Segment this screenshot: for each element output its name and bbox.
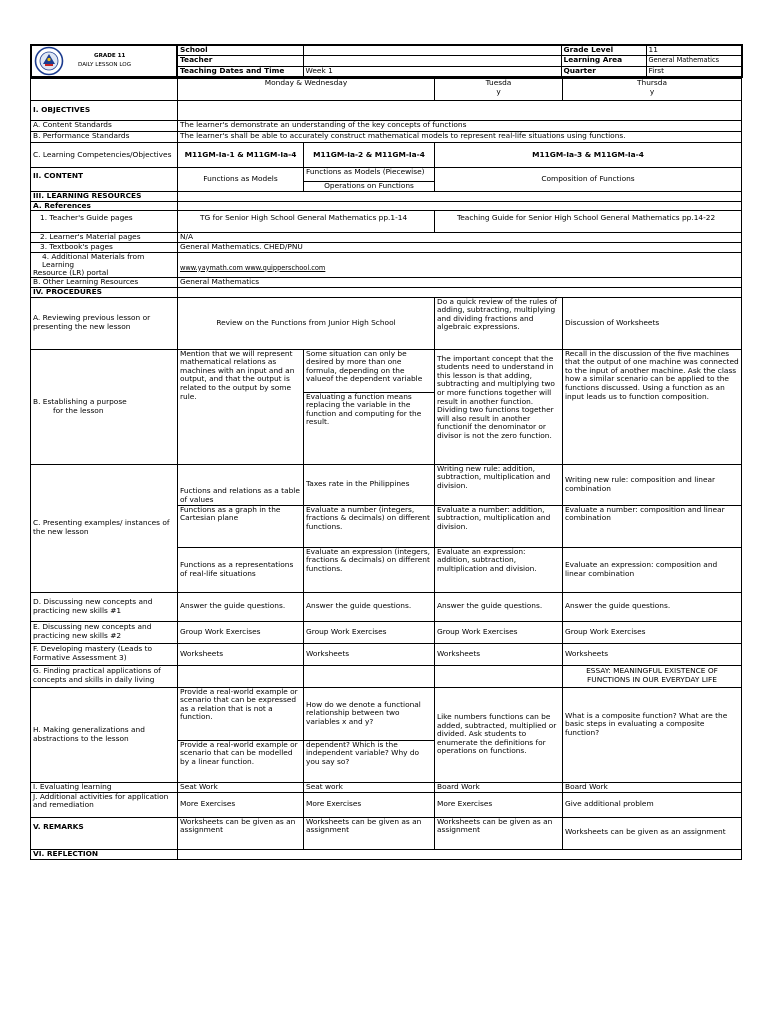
proc-c-r2-4: Evaluate a number: composition and linear combination	[563, 505, 742, 547]
grade-label: GRADE 11	[94, 53, 126, 59]
remarks-4: Worksheets can be given as an assignment	[563, 817, 742, 849]
deped-seal-icon	[34, 46, 64, 76]
learning-area-value: General Mathematics	[646, 56, 742, 67]
proc-f-4: Worksheets	[563, 643, 742, 665]
resources-blank	[178, 192, 742, 202]
proc-f-3: Worksheets	[435, 643, 563, 665]
procedures-title: IV. PROCEDURES	[31, 287, 178, 297]
proc-h-2b: dependent? Which is the independent variable? Why do you say so?	[304, 740, 435, 782]
school-label: School	[177, 45, 303, 56]
school-logo-cell	[31, 45, 177, 77]
teachers-guide-b: Teaching Guide for Senior High School General Mathematics pp.14-22	[435, 211, 742, 233]
proc-f-2: Worksheets	[304, 643, 435, 665]
competency-1: M11GM-Ia-1 & M11GM-Ia-4	[178, 143, 304, 168]
proc-c-r1-2: Taxes rate in the Philippines	[304, 464, 435, 505]
proc-c-r2-1: Functions as a graph in the Cartesian plane	[178, 505, 304, 547]
proc-b-2a: Some situation can only be desired by more than one formula, depending on the valueof the dependent variable	[304, 349, 435, 392]
competency-3: M11GM-Ia-3 & M11GM-Ia-4	[435, 143, 742, 168]
grade-level-value: 11	[646, 45, 742, 56]
teachers-guide-a: TG for Senior High School General Mathematics pp.1-14	[178, 211, 435, 233]
proc-c-label: C. Presenting examples/ instances of the new lesson	[31, 464, 178, 592]
teachers-guide-label: 1. Teacher's Guide pages	[31, 211, 178, 233]
content-standards-text: The learner's demonstrate an understanding of the key concepts of functions	[178, 121, 742, 132]
proc-b-3: The important concept that the students need to understand in this lesson is that adding, subtracting and multiplying two or more functions together will result in another function. Dividing two functions together will also result in another functionif the denominator or divisor is not the zero function.	[435, 349, 563, 464]
lesson-table	[30, 78, 742, 860]
proc-h-4: What is a composite function? What are the basic steps in evaluating a composite function?	[563, 687, 742, 782]
reflection-title: VI. REFLECTION	[31, 849, 178, 859]
proc-c-r3-2: Evaluate an expression (integers, fractions & decimals) on different functions.	[304, 547, 435, 592]
textbook-label: 3. Textbook's pages	[31, 243, 178, 253]
proc-c-r3-1: Functions as a representations of real-life situations	[178, 547, 304, 592]
proc-b-label-a: B. Establishing a purpose	[33, 396, 127, 406]
references-label: A. References	[31, 201, 178, 211]
objectives-title: I. OBJECTIVES	[31, 101, 178, 121]
references-blank	[178, 201, 742, 211]
header-table	[30, 44, 743, 78]
competencies-label: C. Learning Competencies/Objectives	[31, 143, 178, 168]
performance-standards-text: The learner's shall be able to accurately construct mathematical models to represent real-life situations using functions.	[178, 132, 742, 143]
proc-f-1: Worksheets	[178, 643, 304, 665]
proc-b-2b: Evaluating a function means replacing the variable in the function and computing for the result.	[304, 392, 435, 464]
proc-j-label: J. Additional activities for application and remediation	[31, 792, 178, 817]
proc-j-1: More Exercises	[178, 792, 304, 817]
proc-g-1	[178, 665, 304, 687]
resources-title: III. LEARNING RESOURCES	[31, 192, 178, 202]
lr-portal-cell	[178, 253, 742, 277]
day-corner-cell	[31, 79, 178, 101]
learners-material-label: 2. Learner's Material pages	[31, 233, 178, 243]
competency-2: M11GM-Ia-2 & M11GM-Ia-4	[304, 143, 435, 168]
proc-j-3: More Exercises	[435, 792, 563, 817]
proc-e-3: Group Work Exercises	[435, 621, 563, 643]
proc-g-4: ESSAY: MEANINGFUL EXISTENCE OF FUNCTIONS IN OUR EVERYDAY LIFE	[563, 665, 742, 687]
proc-a-3: Discussion of Worksheets	[563, 297, 742, 349]
proc-i-1: Seat Work	[178, 782, 304, 792]
learning-area-label: Learning Area	[561, 56, 646, 67]
proc-d-2: Answer the guide questions.	[304, 592, 435, 621]
proc-e-1: Group Work Exercises	[178, 621, 304, 643]
proc-d-3: Answer the guide questions.	[435, 592, 563, 621]
other-resources-value: General Mathematics	[178, 277, 742, 287]
proc-h-1b: Provide a real-world example or scenario that can be modelled by a linear function.	[178, 740, 304, 782]
proc-c-r3-4: Evaluate an expression: composition and linear combination	[563, 547, 742, 592]
proc-e-4: Group Work Exercises	[563, 621, 742, 643]
proc-g-label: G. Finding practical applications of concepts and skills in daily living	[31, 665, 178, 687]
proc-g-3	[435, 665, 563, 687]
proc-b-4: Recall in the discussion of the five machines that the output of one machine was connected to the input of another machine. Ask the class how a similar scenario can be applied to the functions discussed. Using a function as an input leads us to function composition.	[563, 349, 742, 464]
proc-i-label: I. Evaluating learning	[31, 782, 178, 792]
dates-value: Week 1	[303, 66, 561, 77]
remarks-1: Worksheets can be given as an assignment	[178, 817, 304, 849]
proc-h-1a: Provide a real-world example or scenario that can be expressed as a relation that is not a function.	[178, 687, 304, 740]
proc-d-4: Answer the guide questions.	[563, 592, 742, 621]
proc-a-label: A. Reviewing previous lesson or presenting the new lesson	[31, 297, 178, 349]
proc-d-1: Answer the guide questions.	[178, 592, 304, 621]
proc-c-r1-3: Writing new rule: addition, subtraction, multiplication and division.	[435, 464, 563, 505]
proc-j-2: More Exercises	[304, 792, 435, 817]
content-col3: Composition of Functions	[435, 168, 742, 192]
remarks-title: V. REMARKS	[31, 817, 178, 849]
teacher-value	[303, 56, 561, 67]
quarter-label: Quarter	[561, 66, 646, 77]
proc-c-r1-4: Writing new rule: composition and linear combination	[563, 464, 742, 505]
daily-lesson-log-page	[30, 44, 741, 860]
proc-c-r2-2: Evaluate a number (integers, fractions & decimals) on different functions.	[304, 505, 435, 547]
day-monday-wednesday: Monday & Wednesday	[178, 79, 435, 101]
proc-g-2	[304, 665, 435, 687]
proc-i-4: Board Work	[563, 782, 742, 792]
proc-b-label	[31, 349, 178, 464]
proc-h-2a: How do we denote a functional relationship between two variables x and y?	[304, 687, 435, 740]
proc-c-r3-3: Evaluate an expression: addition, subtraction, multiplication and division.	[435, 547, 563, 592]
proc-d-label: D. Discussing new concepts and practicing new skills #1	[31, 592, 178, 621]
log-title: DAILY LESSON LOG	[78, 62, 132, 68]
day-thursday: Thursda y	[563, 79, 742, 101]
proc-j-4: Give additional problem	[563, 792, 742, 817]
grade-level-label: Grade Level	[561, 45, 646, 56]
proc-a-2: Do a quick review of the rules of adding, subtracting, multiplying and dividing fractions and algebraic expressions.	[435, 297, 563, 349]
school-value	[303, 45, 561, 56]
remarks-2: Worksheets can be given as an assignment	[304, 817, 435, 849]
proc-c-r1-1: Fuctions and relations as a table of values	[178, 464, 304, 505]
proc-e-2: Group Work Exercises	[304, 621, 435, 643]
proc-i-2: Seat work	[304, 782, 435, 792]
teacher-label: Teacher	[177, 56, 303, 67]
reflection-blank	[178, 849, 742, 859]
quarter-value: First	[646, 66, 742, 77]
lr-portal-label	[31, 253, 178, 277]
learners-material-value: N/A	[178, 233, 742, 243]
proc-f-label: F. Developing mastery (Leads to Formative Assessment 3)	[31, 643, 178, 665]
procedures-blank	[178, 287, 742, 297]
remarks-3: Worksheets can be given as an assignment	[435, 817, 563, 849]
lr-portal-label-a: 4. Additional Materials from Learning	[42, 252, 145, 269]
performance-standards-label: B. Performance Standards	[31, 132, 178, 143]
content-col2b: Operations on Functions	[304, 182, 435, 192]
proc-a-1: Review on the Functions from Junior High School	[178, 297, 435, 349]
proc-b-label-b: for the lesson	[53, 405, 104, 415]
content-title: II. CONTENT	[31, 168, 178, 192]
content-col1: Functions as Models	[178, 168, 304, 192]
proc-e-label: E. Discussing new concepts and practicing new skills #2	[31, 621, 178, 643]
lr-portal-links[interactable]: www.yaymath.com www.quipperschool.com	[180, 263, 326, 272]
objectives-blank	[178, 101, 742, 121]
content-standards-label: A. Content Standards	[31, 121, 178, 132]
proc-h-label: H. Making generalizations and abstractions to the lesson	[31, 687, 178, 782]
proc-i-3: Board Work	[435, 782, 563, 792]
textbook-value: General Mathematics. CHED/PNU	[178, 243, 742, 253]
lr-portal-label-b: Resource (LR) portal	[33, 267, 109, 277]
proc-h-3: Like numbers functions can be added, subtracted, multiplied or divided. Ask students to enumerate the definitions for operations on functions.	[435, 687, 563, 782]
proc-b-1: Mention that we will represent mathematical relations as machines with an input and an output, and that the output is related to the output by some rule.	[178, 349, 304, 464]
day-tuesday: Tuesda y	[435, 79, 563, 101]
dates-label: Teaching Dates and Time	[177, 66, 303, 77]
other-resources-label: B. Other Learning Resources	[31, 277, 178, 287]
proc-c-r2-3: Evaluate a number: addition, subtraction, multiplication and division.	[435, 505, 563, 547]
content-col2a: Functions as Models (Piecewise)	[304, 168, 435, 182]
